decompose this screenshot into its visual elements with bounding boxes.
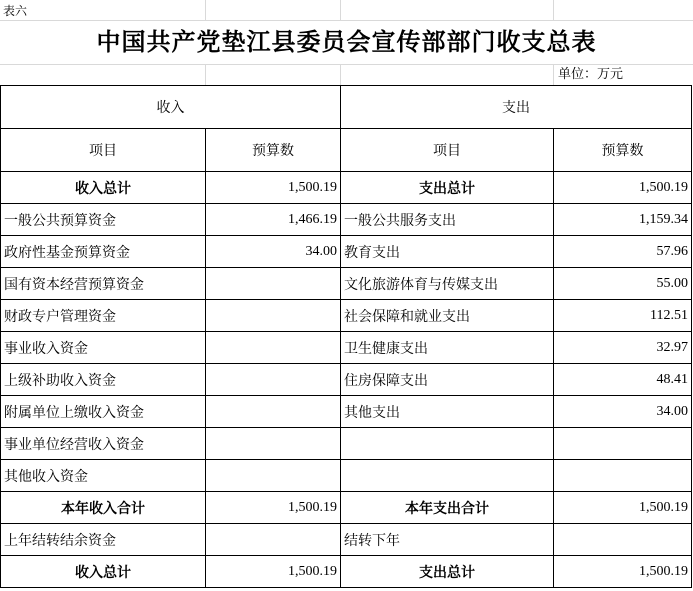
expense-amount-cell: 1,500.19 (554, 492, 692, 524)
income-item-cell: 政府性基金预算资金 (1, 236, 206, 268)
income-amount-cell (206, 300, 341, 332)
table-row (1, 364, 692, 396)
sheet-label: 表六 (3, 4, 28, 18)
table-row (1, 332, 692, 364)
expense-item-cell: 支出总计 (341, 172, 554, 204)
expense-item-cell: 支出总计 (341, 556, 554, 588)
expense-item-cell (341, 428, 554, 460)
income-item-cell: 附属单位上缴收入资金 (1, 396, 206, 428)
table-row (1, 524, 692, 556)
expense-amount-cell (554, 460, 692, 492)
income-amount-cell (206, 428, 341, 460)
unit-label: 单位：万元 (558, 67, 624, 82)
table-body (1, 172, 692, 588)
page-title: 中国共产党垫江县委员会宣传部部门收支总表 (96, 27, 597, 56)
income-amount-cell: 1,466.19 (206, 204, 341, 236)
table-row (1, 236, 692, 268)
income-amount-cell (206, 524, 341, 556)
income-item-cell: 收入总计 (1, 172, 206, 204)
income-amount-cell: 34.00 (206, 236, 341, 268)
income-amount-cell (206, 364, 341, 396)
expense-item-cell: 其他支出 (341, 396, 554, 428)
expense-amount-cell: 1,159.34 (554, 204, 692, 236)
expense-amount-cell (554, 428, 692, 460)
table-row (1, 492, 692, 524)
income-amount-cell: 1,500.19 (206, 556, 341, 588)
table-row (1, 556, 692, 588)
expense-amount-cell: 55.00 (554, 268, 692, 300)
expense-item-cell: 本年支出合计 (341, 492, 554, 524)
income-item-cell: 一般公共预算资金 (1, 204, 206, 236)
income-item-cell: 上级补助收入资金 (1, 364, 206, 396)
table-row (1, 268, 692, 300)
income-item-cell: 事业单位经营收入资金 (1, 428, 206, 460)
income-budget-header: 预算数 (206, 129, 341, 172)
income-item-cell: 收入总计 (1, 556, 206, 588)
expense-amount-cell: 32.97 (554, 332, 692, 364)
expense-item-header: 项目 (341, 129, 554, 172)
table-row (1, 428, 692, 460)
income-amount-cell: 1,500.19 (206, 172, 341, 204)
income-section-header: 收入 (1, 86, 341, 129)
expense-amount-cell: 112.51 (554, 300, 692, 332)
expense-item-cell: 教育支出 (341, 236, 554, 268)
expense-amount-cell: 34.00 (554, 396, 692, 428)
expense-amount-cell: 57.96 (554, 236, 692, 268)
table-row (1, 172, 692, 204)
income-amount-cell (206, 332, 341, 364)
income-item-cell: 国有资本经营预算资金 (1, 268, 206, 300)
table-row (1, 460, 692, 492)
expense-amount-cell: 48.41 (554, 364, 692, 396)
expense-item-cell: 卫生健康支出 (341, 332, 554, 364)
expense-item-cell: 社会保障和就业支出 (341, 300, 554, 332)
table-row (1, 396, 692, 428)
column-header-row (1, 129, 692, 172)
expense-item-cell: 文化旅游体育与传媒支出 (341, 268, 554, 300)
income-item-cell: 事业收入资金 (1, 332, 206, 364)
income-amount-cell: 1,500.19 (206, 492, 341, 524)
table-row (1, 300, 692, 332)
section-header-row (1, 86, 692, 129)
expense-section-header: 支出 (341, 86, 692, 129)
expense-item-cell: 结转下年 (341, 524, 554, 556)
income-item-header: 项目 (1, 129, 206, 172)
expense-amount-cell: 1,500.19 (554, 172, 692, 204)
expense-item-cell: 一般公共服务支出 (341, 204, 554, 236)
table-row (1, 204, 692, 236)
income-amount-cell (206, 268, 341, 300)
expense-amount-cell (554, 524, 692, 556)
expense-item-cell: 住房保障支出 (341, 364, 554, 396)
income-item-cell: 财政专户管理资金 (1, 300, 206, 332)
expense-item-cell (341, 460, 554, 492)
budget-table (0, 85, 692, 588)
income-amount-cell (206, 460, 341, 492)
income-item-cell: 上年结转结余资金 (1, 524, 206, 556)
expense-budget-header: 预算数 (554, 129, 692, 172)
income-item-cell: 本年收入合计 (1, 492, 206, 524)
income-item-cell: 其他收入资金 (1, 460, 206, 492)
income-amount-cell (206, 396, 341, 428)
expense-amount-cell: 1,500.19 (554, 556, 692, 588)
